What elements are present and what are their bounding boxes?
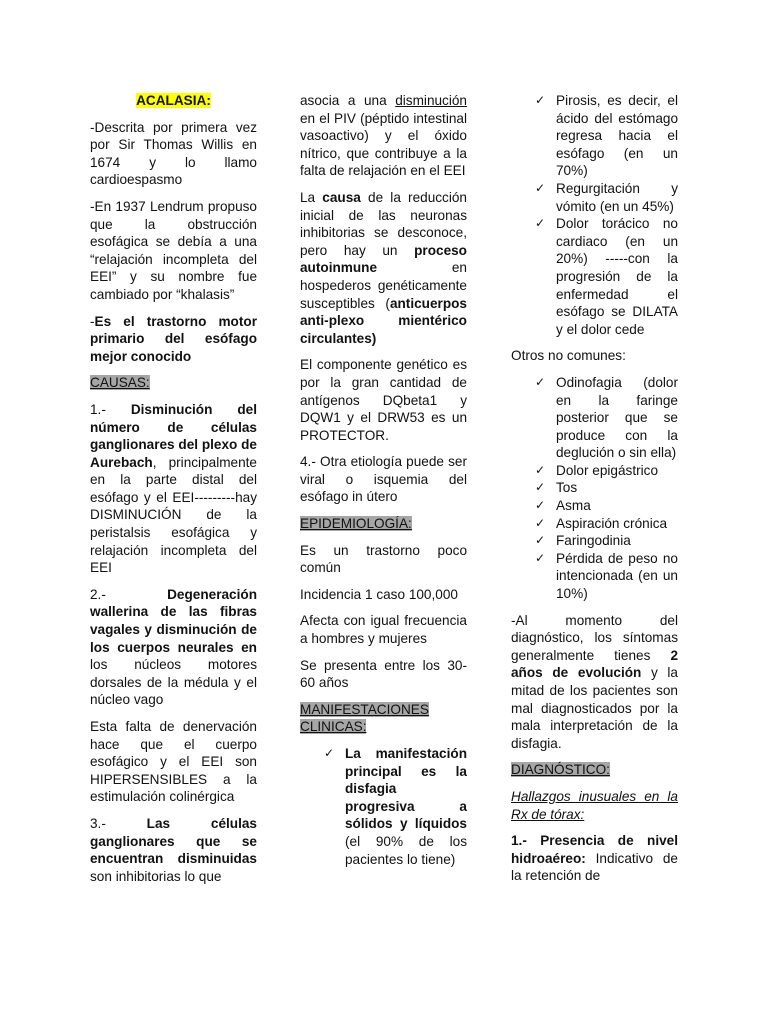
paragraph [90, 815, 257, 885]
checklist-symptoms [511, 92, 678, 338]
paragraph: Se presenta entre los 30-60 años [300, 657, 467, 691]
section-heading-paragraph [300, 515, 467, 533]
paragraph: El componente genético es por la gran cantidad de antígenos DQbeta1 y DQW1 y el DRW53 es un PROTECTOR. [300, 357, 467, 443]
check-icon: ✓ [535, 216, 546, 231]
column-3 [511, 92, 678, 894]
item-number: 3.- [90, 815, 147, 831]
paragraph: Es un trastorno poco común [300, 542, 467, 576]
paragraph: Esta falta de denervación hace que el cuerpo esofágico y el EEI son HIPERSENSIBLES a la estimulación colinérgica [90, 719, 257, 805]
checklist-uncommon [511, 374, 678, 603]
section-heading-causas: CAUSAS: [90, 375, 150, 391]
text: -Al momento del diagnóstico, los síntomas generalmente tienes [511, 612, 678, 663]
paragraph [300, 189, 467, 347]
list-item-text: Asma [556, 498, 591, 514]
check-icon: ✓ [535, 498, 546, 513]
text: , principalmente en la parte distal del esófago y el EEI---------hay DISMINUCIÓN de la peristalsis esofágica y relajación incompleta del EEI [90, 454, 257, 576]
bold-text: anticuerpos anti-plexo mientérico circulantes) [300, 295, 467, 346]
list-item-text: Faringodinia [556, 533, 631, 549]
check-icon: ✓ [324, 746, 335, 760]
section-heading-diagnostico: DIAGNÓSTICO: [511, 762, 610, 778]
list-item-text: Regurgitación y vómito (en un 45%) [556, 180, 678, 214]
paragraph: -Descrita por primera vez por Sir Thomas Willis en 1674 y lo llamo cardioespasmo [90, 119, 257, 188]
list-item-text: Dolor torácico no cardiaco (en un 20%) -----con la progresión de la enfermedad el esófago se DILATA y el dolor cede [556, 216, 678, 337]
bold-text: Es el trastorno motor primario del esófago mejor conocido [90, 313, 257, 364]
list-item [535, 215, 678, 338]
bold-text: causa [322, 189, 361, 205]
section-heading-epidemiologia: EPIDEMIOLOGÍA: [300, 516, 412, 532]
bold-text: Las células ganglionares que se encuentran disminuidas [90, 815, 257, 867]
list-item-text: Aspiración crónica [556, 515, 668, 531]
list-item [535, 515, 678, 533]
list-item [535, 550, 678, 603]
list-item-text: Dolor epigástrico [556, 462, 658, 478]
list-item [535, 462, 678, 480]
paragraph: Incidencia 1 caso 100,000 [300, 586, 458, 602]
text: La [300, 189, 323, 205]
check-icon: ✓ [535, 533, 546, 548]
item-number: 1.- [90, 401, 131, 417]
text: asocia a una [300, 93, 396, 108]
bold-text: Disminución del número de células ganglionares del plexo de Aurebach [90, 401, 257, 470]
text: (el 90% de los pacientes lo tiene) [345, 833, 467, 867]
text: Indicativo de la retención de [511, 850, 678, 884]
text: y la mitad de los pacientes son mal diagnosticados por la mala interpretación de la disfagia. [511, 665, 678, 751]
check-icon: ✓ [535, 480, 546, 495]
section-heading-paragraph [90, 374, 257, 392]
text: son inhibitorias lo que [90, 868, 222, 884]
bold-text: 2 años de evolución [511, 647, 678, 681]
italic-underlined-text: Hallazgos inusuales en la Rx de tórax: [511, 788, 678, 822]
bold-text: 1.- Presencia de nivel hidroaéreo: [511, 833, 678, 866]
text: los núcleos motores dorsales de la médula y el núcleo vago [90, 657, 257, 708]
list-item [535, 92, 678, 180]
paragraph [90, 586, 257, 709]
bold-text: La manifestación principal es la disfagia progresiva a sólidos y líquidos [345, 746, 467, 832]
document-title: ACALASIA: [136, 93, 211, 108]
check-icon: ✓ [535, 93, 546, 107]
underlined-text: disminución [395, 93, 467, 108]
bold-text: Degeneración wallerina de las fibras vagales y disminución de los cuerpos neurales en [90, 586, 257, 655]
list-item [535, 532, 678, 550]
item-number: 2.- [90, 586, 168, 602]
text: de la reducción inicial de las neuronas inhibitorias se desconoce, pero hay un [300, 189, 467, 258]
list-item-text: Pérdida de peso no intencionada (en un 10%) [556, 550, 678, 602]
paragraph: 4.- Otra etiología puede ser viral o isquemia del esófago in útero [300, 454, 467, 505]
list-item-text: Tos [556, 480, 578, 496]
list-item [324, 745, 467, 868]
paragraph [511, 788, 678, 823]
text: en el PIV (péptido intestinal vasoactivo) y el óxido nítrico, que contribuye a la falta de relajación en el EEI [300, 110, 467, 179]
section-heading-manifestaciones: MANIFESTACIONES CLINICAS: [300, 701, 429, 735]
check-icon: ✓ [535, 180, 546, 195]
paragraph: Otros no comunes: [511, 348, 626, 364]
paragraph [511, 832, 678, 885]
paragraph: -En 1937 Lendrum propuso que la obstrucción esofágica se debía a una “relajación incompleta del EEI” y su nombre fue cambiado por “khalasis” [90, 198, 257, 302]
column-2 [300, 92, 467, 877]
list-item [535, 497, 678, 515]
paragraph [300, 92, 467, 180]
check-icon: ✓ [535, 374, 546, 389]
text: en hospederos genéticamente susceptibles ( [300, 260, 467, 311]
title-paragraph [90, 92, 257, 110]
bold-text: proceso autoinmune [300, 242, 467, 276]
list-item-text: Pirosis, es decir, el ácido del estómago regresa hacia el esófago (en un 70%) [556, 93, 678, 179]
paragraph [90, 401, 257, 577]
check-icon: ✓ [535, 462, 546, 477]
paragraph [90, 313, 257, 366]
paragraph: Afecta con igual frecuencia a hombres y mujeres [300, 613, 467, 647]
list-item-text: Odinofagia (dolor en la faringe posterior que se produce con la deglución o sin ella) [556, 374, 678, 461]
section-heading-paragraph [511, 761, 678, 779]
text: - [90, 313, 95, 329]
checklist [300, 745, 467, 868]
list-item [535, 479, 678, 497]
paragraph [511, 612, 678, 753]
check-icon: ✓ [535, 550, 546, 565]
section-heading-paragraph [300, 701, 467, 736]
check-icon: ✓ [535, 515, 546, 530]
column-1 [90, 92, 257, 894]
list-item [535, 374, 678, 462]
list-item [535, 180, 678, 215]
